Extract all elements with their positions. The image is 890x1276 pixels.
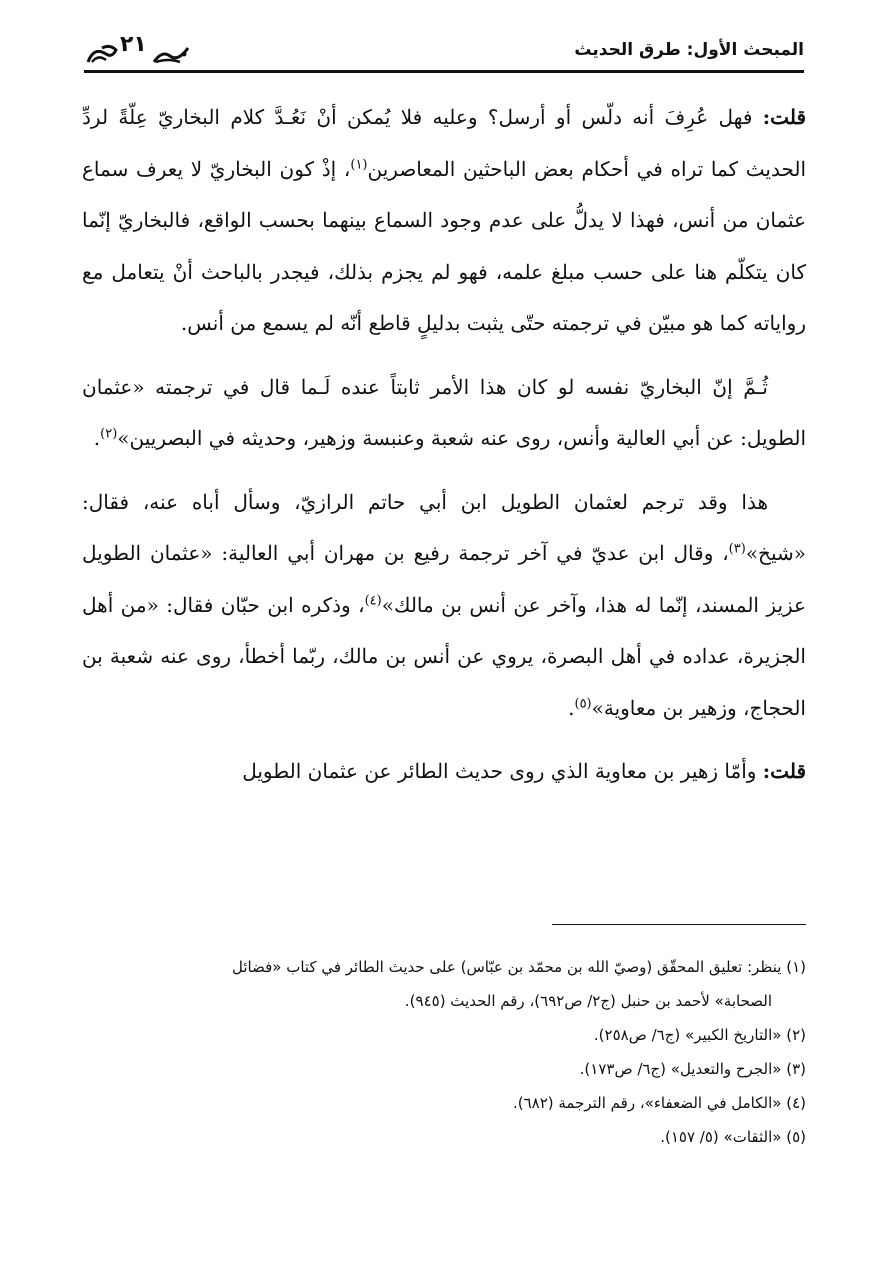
paragraph-lead: قلت: [762, 759, 806, 783]
paragraph-lead: قلت: [762, 105, 806, 129]
footnote-number: (٤) [786, 1094, 806, 1112]
paragraph-1 [82, 92, 806, 350]
paragraph-text: ثُـمَّ إنّ البخاريّ نفسه لو كان هذا الأمر ثابتاً عنده لَـما قال في ترجمته «عثمان الطويل: عن أبي العالية وأنس، روى عنه شعبة وعنبسة وزهير، وحديثه في البصريين» [82, 374, 806, 450]
footnote-ref: (٢) [100, 426, 118, 442]
footnote-number: (١) [786, 958, 806, 976]
footnote-text: «الثقات» (٥/ ١٥٧). [660, 1128, 782, 1146]
footnote-continuation: الصحابة» لأحمد بن حنبل (ج٢/ ص٦٩٢)، رقم الحديث (٩٤٥). [404, 992, 772, 1010]
footnote-number: (٥) [786, 1128, 806, 1146]
footnote-ref: (١) [350, 156, 368, 172]
footnote-ref: (٥) [574, 695, 592, 711]
page-number-ornament [84, 32, 194, 66]
footnote-item [82, 950, 806, 1018]
footnote-text: «الكامل في الضعفاء»، رقم الترجمة (٦٨٢). [512, 1094, 782, 1112]
paragraph-text: ، إذْ كون البخاريّ لا يعرف سماع عثمان من أنس، فهذا لا يدلُّ على عدم وجود السماع بينهما بحسب الواقع، فالبخاريّ إنّما كان يتكلّم هنا على حسب مبلغ علمه، فهو لم يجزم بذلك، فيجدر بالباحث أنْ يتعامل مع رواياته كما هو مبيّن في ترجمته حتّى يثبت بدليلٍ قاطع أنّه لم يسمع من أنس. [82, 156, 806, 335]
paragraph-text: ، وذكره ابن حبّان فقال: «من أهل الجزيرة، عداده في أهل البصرة، يروي عن أنس بن مالك، ربّما أخطأ، روى عنه شعبة بن الحجاج، وزهير بن معاوية» [82, 592, 806, 720]
footnote-item [82, 1086, 806, 1120]
page-header [84, 32, 804, 76]
paragraph-2 [82, 362, 806, 465]
paragraph-text: . [568, 695, 575, 720]
paragraph-4 [82, 746, 806, 798]
footnote-text: ينظر: تعليق المحقّق (وصيّ الله بن محمّد بن عبّاس) على حديث الطائر في كتاب «فضائل [231, 958, 782, 976]
footnotes [82, 950, 806, 1154]
paragraph-text: ، وقال ابن عديّ في آخر ترجمة رفيع بن مهران أبي العالية: «عثمان الطويل عزيز المسند، إنّما له هذا، وآخر عن أنس بن مالك» [82, 541, 806, 617]
footnote-item [82, 1018, 806, 1052]
footnote-ref: (٤) [364, 592, 382, 608]
paragraph-text: وأمّا زهير بن معاوية الذي روى حديث الطائر عن عثمان الطويل [242, 759, 763, 783]
footnote-text: «التاريخ الكبير» (ج٦/ ص٢٥٨). [593, 1026, 782, 1044]
footnote-item [82, 1120, 806, 1154]
footnote-item [82, 1052, 806, 1086]
paragraph-text: . [93, 426, 101, 450]
footnote-number: (٢) [786, 1026, 806, 1044]
footnote-text: «الجرح والتعديل» (ج٦/ ص١٧٣). [579, 1060, 782, 1078]
paragraph-text: هذا وقد ترجم لعثمان الطويل ابن أبي حاتم الرازيّ، وسأل أباه عنه، فقال: «شيخ» [82, 489, 806, 565]
footnote-separator [552, 924, 806, 925]
paragraph-3 [82, 477, 806, 735]
paragraph-text: فهل عُرِفَ أنه دلّس أو أرسل؟ وعليه فلا يُمكن أنْ نَعُـدَّ كلام البخاريّ عِلّةً لردِّ الحديث كما تراه في أحكام بعض الباحثين المعاصرين [82, 105, 807, 181]
footnote-number: (٣) [786, 1060, 806, 1078]
main-text [82, 92, 806, 810]
page-number: ٢١ [120, 32, 147, 57]
section-title: المبحث الأول: طرق الحديث [574, 40, 804, 60]
header-rule [84, 70, 804, 73]
footnote-ref: (٣) [728, 541, 746, 557]
